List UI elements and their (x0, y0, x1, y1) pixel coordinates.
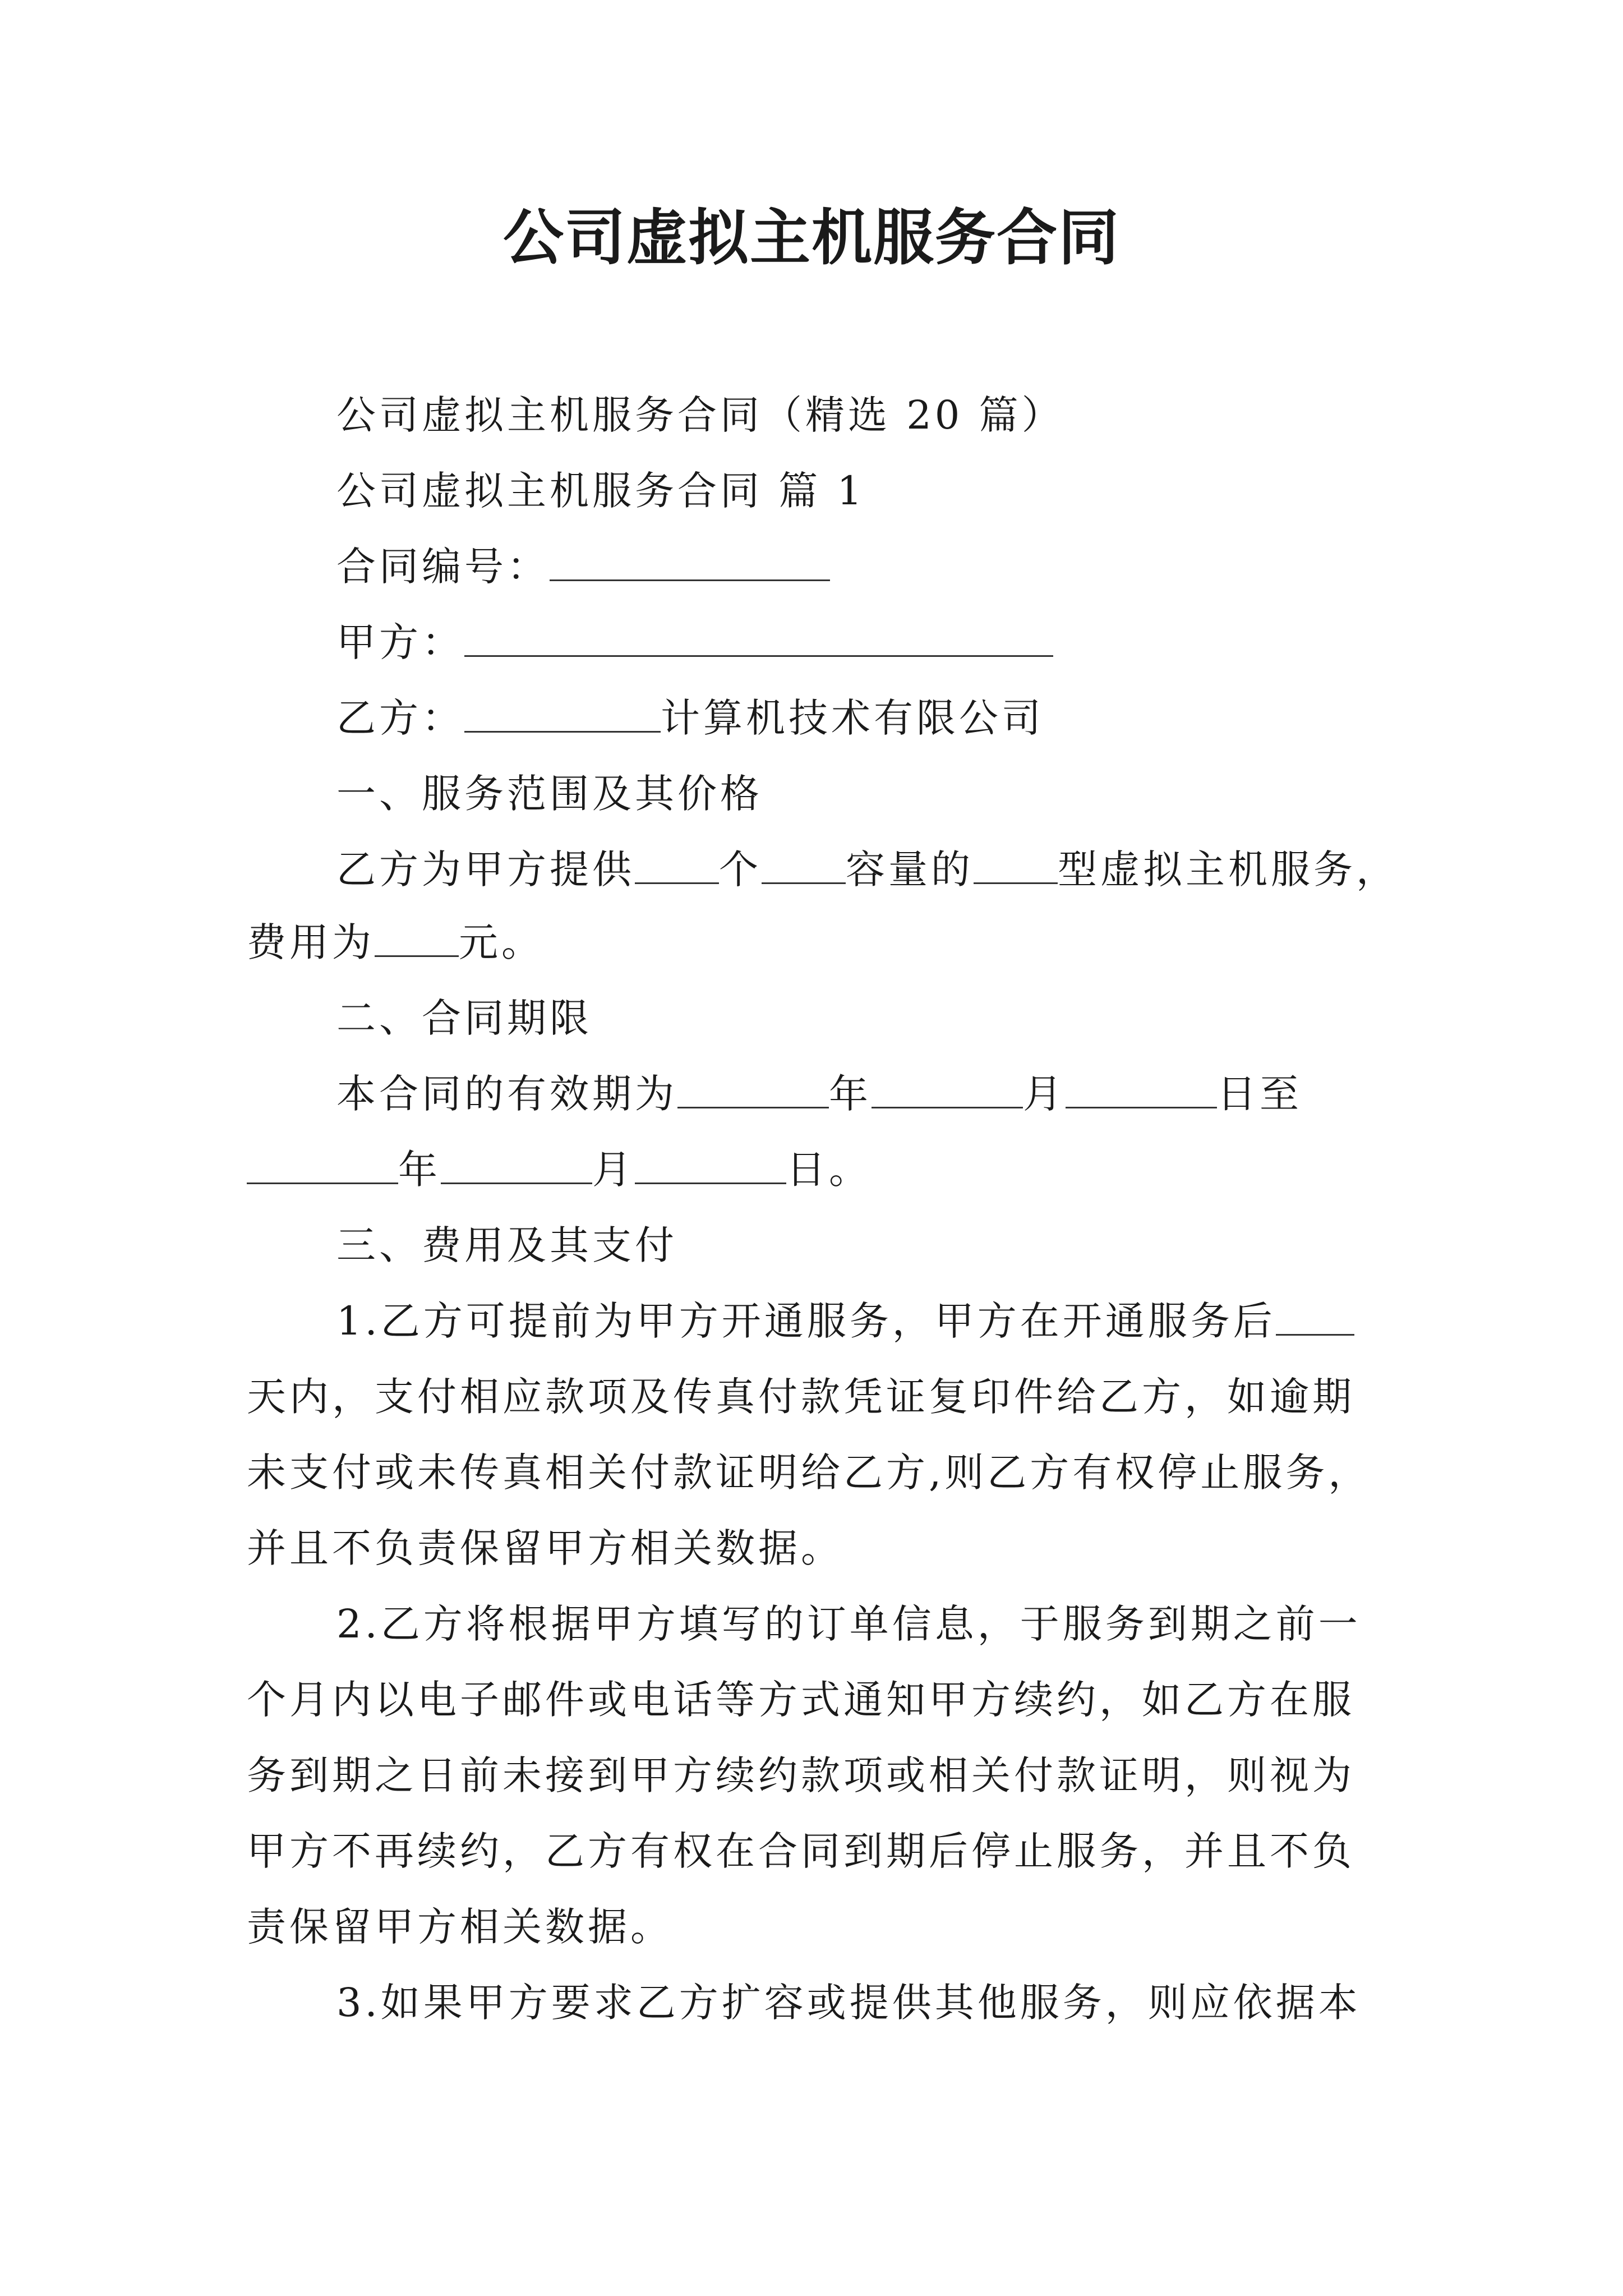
sec1-text-b: 个 (719, 846, 762, 892)
party-b-blank (464, 695, 661, 733)
end-day-blank (635, 1147, 786, 1184)
item1-text-a: 1.乙方可提前为甲方开通服务，甲方在开通服务后 (336, 1298, 1276, 1344)
item-1-line-4: 并且不负责保留甲方相关数据。 (247, 1525, 843, 1571)
item-2-line-4: 甲方不再续约，乙方有权在合同到期后停止服务，并且不负 (247, 1828, 1355, 1874)
sec1-text-c: 容量的 (846, 846, 974, 892)
sec1-text-f: 元。 (459, 919, 544, 965)
party-b-company-suffix: 计算机技术有限公司 (661, 695, 1044, 741)
item1-days-blank (1276, 1298, 1354, 1336)
item-2-line-5: 责保留甲方相关数据。 (247, 1904, 673, 1950)
item-2-line-1: 2.乙方将根据甲方填写的订单信息，于服务到期之前一 (336, 1601, 1361, 1647)
start-month-blank (872, 1071, 1023, 1108)
item-1-line-1 (247, 1293, 1469, 1349)
item-3-line-1: 3.如果甲方要求乙方扩容或提供其他服务，则应依据本 (336, 1980, 1361, 2026)
party-b-line (247, 690, 1469, 746)
contract-number-label: 合同编号： (336, 544, 550, 590)
start-day-blank (1066, 1071, 1217, 1108)
section-1-paragraph-line-1 (247, 841, 1469, 898)
party-a-line (247, 614, 1469, 670)
item-1-line-2: 天内，支付相应款项及传真付款凭证复印件给乙方，如逾期 (247, 1374, 1355, 1420)
sec1-text-a: 乙方为甲方提供 (336, 846, 635, 892)
section-3-heading: 三、费用及其支付 (336, 1222, 677, 1268)
start-year-label: 年 (829, 1071, 872, 1117)
end-month-label: 月 (592, 1147, 635, 1193)
sec1-blank-capacity (762, 846, 846, 884)
start-day-label: 日至 (1217, 1071, 1302, 1117)
end-year-blank (247, 1147, 398, 1184)
sec1-text-d: 型虚拟主机服务， (1058, 846, 1399, 892)
section-2-paragraph-line-1 (247, 1066, 1469, 1122)
sec1-text-e: 费用为 (247, 919, 375, 965)
party-b-label: 乙方： (336, 695, 464, 741)
section-1-heading: 一、服务范围及其价格 (336, 771, 763, 817)
sec1-blank-count (635, 846, 719, 884)
start-year-blank (677, 1071, 829, 1108)
sec2-text-a: 本合同的有效期为 (336, 1071, 677, 1117)
end-year-label: 年 (398, 1147, 441, 1193)
sec1-blank-type (974, 846, 1058, 884)
end-month-blank (441, 1147, 592, 1184)
document-title: 公司虚拟主机服务合同 (502, 203, 1120, 273)
sec1-blank-fee (375, 919, 459, 957)
article-heading: 公司虚拟主机服务合同 篇 1 (336, 468, 866, 514)
item-2-line-3: 务到期之日前未接到甲方续约款项或相关付款证明，则视为 (247, 1752, 1355, 1798)
end-day-label: 日。 (786, 1147, 872, 1193)
subtitle: 公司虚拟主机服务合同（精选 20 篇） (336, 392, 1064, 438)
contract-number-blank (550, 544, 830, 581)
section-2-paragraph-line-2 (247, 1142, 1380, 1198)
section-2-heading: 二、合同期限 (336, 995, 592, 1041)
item-2-line-2: 个月内以电子邮件或电话等方式通知甲方续约，如乙方在服 (247, 1677, 1355, 1723)
contract-number-line (247, 539, 1469, 595)
start-month-label: 月 (1023, 1071, 1066, 1117)
party-a-label: 甲方： (336, 619, 464, 665)
item-1-line-3: 未支付或未传真相关付款证明给乙方,则乙方有权停止服务， (247, 1450, 1371, 1496)
section-1-paragraph-line-2 (247, 914, 1380, 970)
party-a-blank (464, 619, 1053, 657)
